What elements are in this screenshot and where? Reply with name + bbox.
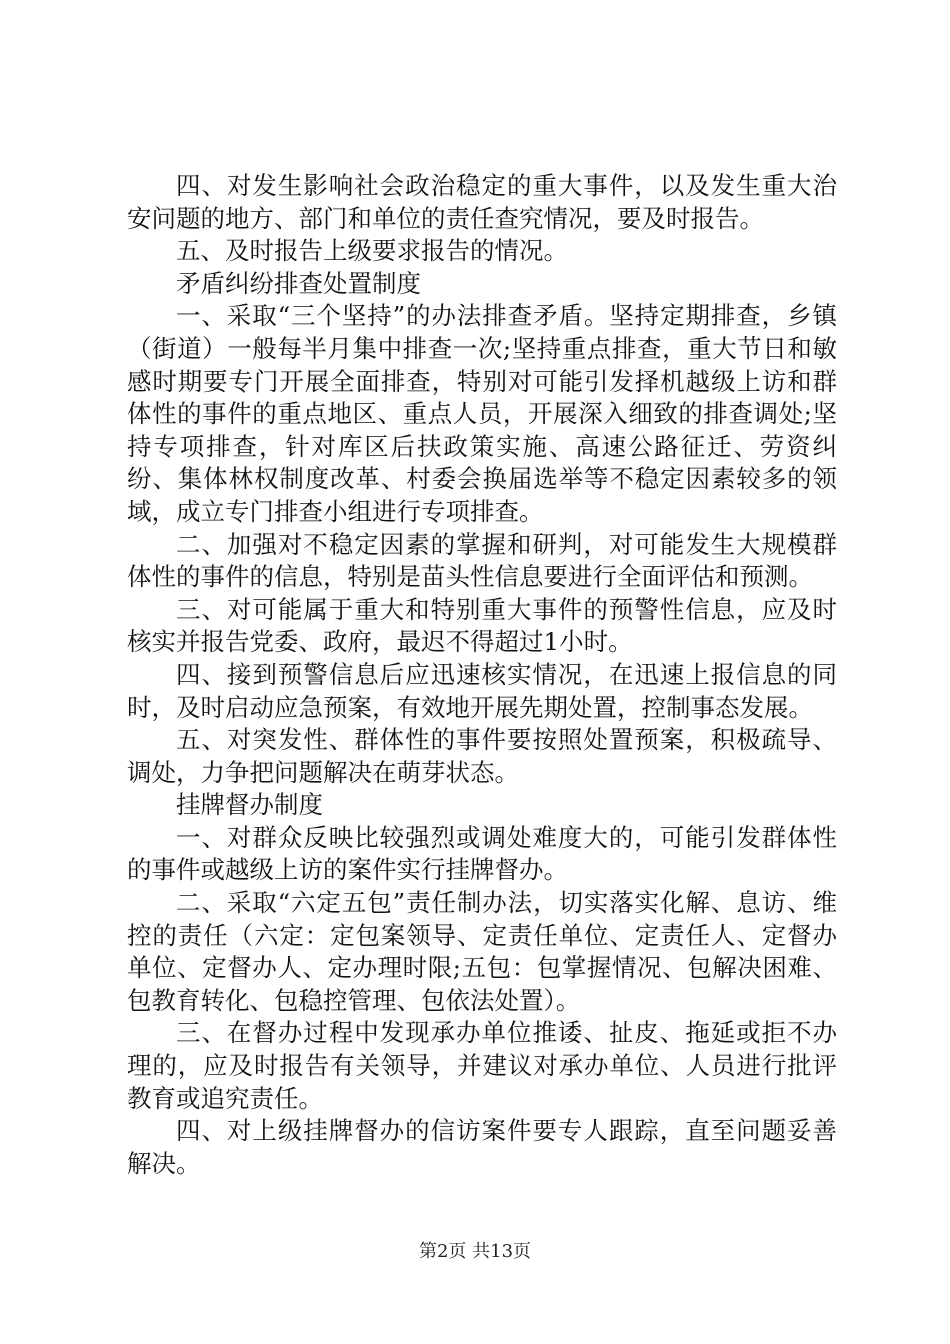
paragraph: 五、对突发性、群体性的事件要按照处置预案，积极疏导、调处，力争把问题解决在萌芽状态。 xyxy=(127,725,837,787)
paragraph: 二、加强对不稳定因素的掌握和研判，对可能发生大规模群体性的事件的信息，特别是苗头性信息要进行全面评估和预测。 xyxy=(127,529,837,592)
document-body xyxy=(127,170,837,1180)
paragraph: 一、对群众反映比较强烈或调处难度大的，可能引发群体性的事件或越级上访的案件实行挂牌督办。 xyxy=(127,822,837,885)
section-heading: 挂牌督办制度 xyxy=(176,790,323,820)
paragraph: 一、采取“三个坚持”的办法排查矛盾。坚持定期排查，乡镇（街道）一般每半月集中排查一次;坚持重点排查，重大节日和敏感时期要专门开展全面排查，特别对可能引发择机越级上访和群体性的事件的重点地区、重点人员，开展深入细致的排查调处;坚持专项排查，针对库区后扶政策实施、高速公路征迁、劳资纠纷、集体林权制度改革、村委会换届选举等不稳定因素较多的领域，成立专门排查小组进行专项排查。 xyxy=(127,301,837,526)
paragraph: 四、对发生影响社会政治稳定的重大事件，以及发生重大治安问题的地方、部门和单位的责任查究情况，要及时报告。 xyxy=(127,171,837,233)
section-heading: 矛盾纠纷排查处置制度 xyxy=(176,268,421,298)
paragraph: 五、及时报告上级要求报告的情况。 xyxy=(176,236,568,266)
paragraph: 四、接到预警信息后应迅速核实情况，在迅速上报信息的同时，及时启动应急预案，有效地开展先期处置，控制事态发展。 xyxy=(127,659,837,722)
paragraph: 四、对上级挂牌督办的信访案件要专人跟踪，直至问题妥善解决。 xyxy=(127,1116,837,1178)
paragraph: 二、采取“六定五包”责任制办法，切实落实化解、息访、维控的责任（六定：定包案领导、定责任单位、定责任人、定督办单位、定督办人、定办理时限;五包：包掌握情况、包解决困难、包教育转化、包稳控管理、包依法处置）。 xyxy=(127,888,837,1015)
page-number-footer: 第2页 共13页 xyxy=(418,1241,532,1262)
paragraph: 三、在督办过程中发现承办单位推诿、扯皮、拖延或拒不办理的，应及时报告有关领导，并建议对承办单位、人员进行批评教育或追究责任。 xyxy=(127,1018,837,1113)
paragraph: 三、对可能属于重大和特别重大事件的预警性信息，应及时核实并报告党委、政府，最迟不得超过1小时。 xyxy=(127,594,837,657)
